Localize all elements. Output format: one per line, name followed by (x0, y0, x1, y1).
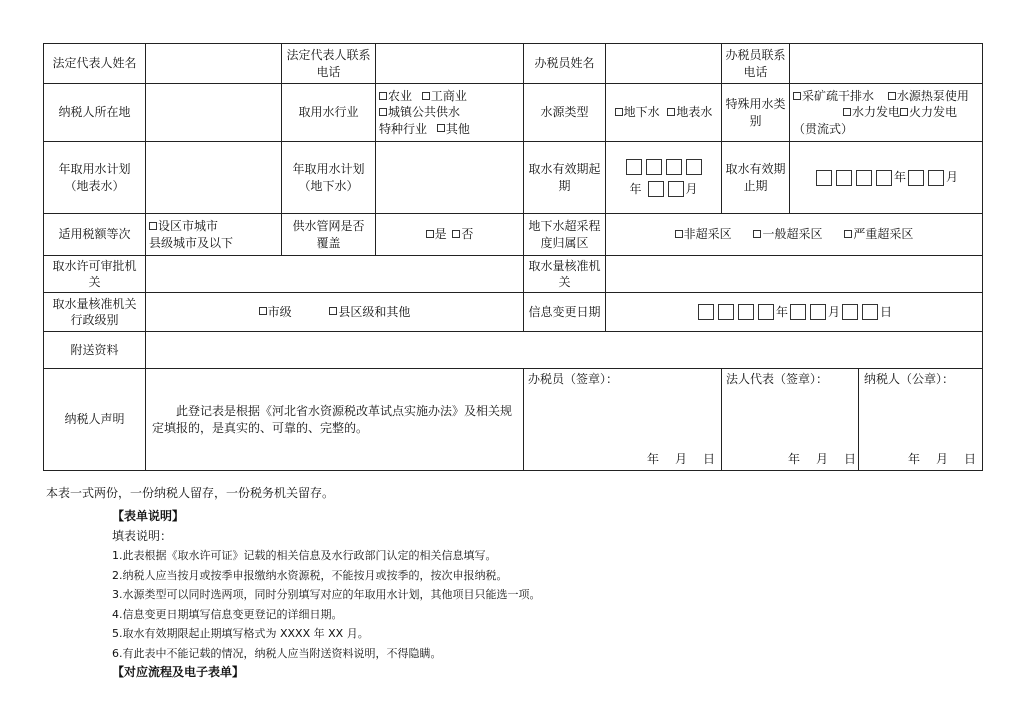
option-yes: 是 (434, 227, 447, 242)
checkbox-icon[interactable] (422, 92, 430, 100)
valid-end-date (790, 142, 983, 214)
declaration-statement: 此登记表是根据《河北省水资源税改革试点实施办法》及相关规定填报的，是真实的、可靠的、完整的。 (152, 404, 513, 435)
declaration-label: 纳税人声明 (44, 369, 146, 471)
form-notes (112, 507, 541, 683)
taxpayer-seal-label: 纳税人（公章）： (864, 372, 955, 386)
checkbox-icon[interactable] (329, 307, 337, 315)
approval-authority-label: 取水量核准机关 (524, 256, 606, 293)
change-date-label: 信息变更日期 (524, 293, 606, 332)
year-unit: 年 (788, 451, 801, 466)
note-item: 2.纳税人应当按月或按季申报缴纳水资源税，不能按月或按季的，按次申报纳税。 (112, 568, 508, 582)
option-heat-pump: 水源热泵使用 (896, 89, 969, 104)
digit-box[interactable] (856, 170, 872, 186)
checkbox-icon[interactable] (615, 108, 623, 116)
notes-subheading: 填表说明： (112, 528, 173, 543)
year-unit: 年 (775, 304, 788, 319)
annual-plan-ground-label: 年取用水计划（地下水） (282, 142, 376, 214)
option-surface-water: 地表水 (676, 105, 713, 120)
option-thermal-power: 火力发电（贯流式） (793, 105, 958, 136)
checkbox-icon[interactable] (437, 124, 445, 132)
attachments-field[interactable] (146, 332, 983, 369)
legal-rep-name-label: 法定代表人姓名 (44, 44, 146, 84)
option-general-overdraft: 一般超采区 (762, 227, 823, 242)
digit-box[interactable] (758, 304, 774, 320)
legal-rep-signature[interactable] (722, 369, 983, 471)
digit-box[interactable] (908, 170, 924, 186)
digit-box[interactable] (928, 170, 944, 186)
checkbox-icon[interactable] (379, 108, 387, 116)
pipe-coverage-options (376, 214, 524, 256)
taxpayer-location-field[interactable] (146, 84, 282, 142)
option-agriculture: 农业 (388, 89, 413, 104)
digit-box[interactable] (876, 170, 892, 186)
overdraft-zone-options (606, 214, 983, 256)
legal-rep-signature-label: 法人代表（签章）： (726, 372, 829, 386)
month-unit: 月 (685, 181, 698, 196)
checkbox-icon[interactable] (888, 92, 896, 100)
digit-box[interactable] (686, 159, 702, 175)
digit-box[interactable] (842, 304, 858, 320)
option-severe-overdraft: 严重超采区 (853, 227, 914, 242)
option-city: 设区市城市 (158, 219, 219, 234)
legal-rep-name-field[interactable] (146, 44, 282, 84)
overdraft-zone-label: 地下水超采程度归属区 (524, 214, 606, 256)
day-unit: 日 (844, 451, 857, 466)
approval-authority-field[interactable] (606, 256, 983, 293)
year-unit: 年 (907, 451, 920, 466)
month-unit: 月 (816, 451, 829, 466)
taxpayer-location-label: 纳税人所在地 (44, 84, 146, 142)
note-item: 5.取水有效期限起止期填写格式为 XXXX 年 XX 月。 (112, 627, 369, 640)
year-unit: 年 (893, 170, 906, 185)
water-source-options (606, 84, 722, 142)
option-mine-drainage: 采矿疏干排水 (802, 89, 875, 104)
change-date-field (606, 293, 983, 332)
valid-start-label: 取水有效期起期 (524, 142, 606, 214)
notes-footer: 【对应流程及电子表单】 (112, 665, 245, 679)
digit-box[interactable] (666, 159, 682, 175)
valid-start-date (606, 142, 722, 214)
declaration-text (146, 369, 524, 471)
month-unit: 月 (827, 304, 840, 319)
option-special-industry: 特种行业 (379, 121, 428, 136)
month-unit: 月 (674, 451, 687, 466)
valid-end-label: 取水有效期止期 (722, 142, 790, 214)
option-hydropower: 水力发电 (852, 105, 901, 120)
month-unit: 月 (946, 170, 959, 185)
option-city-level: 市级 (267, 304, 292, 319)
water-industry-options (376, 84, 524, 142)
day-unit: 日 (963, 451, 976, 466)
checkbox-icon[interactable] (667, 108, 675, 116)
checkbox-icon[interactable] (379, 92, 387, 100)
checkbox-icon[interactable] (452, 230, 460, 238)
special-use-label: 特殊用水类别 (722, 84, 790, 142)
checkbox-icon[interactable] (900, 108, 908, 116)
pipe-coverage-label: 供水管网是否 覆盖 (282, 214, 376, 256)
note-item: 1.此表根据《取水许可证》记载的相关信息及水行政部门认定的相关信息填写。 (112, 549, 497, 562)
authority-level-options (146, 293, 524, 332)
checkbox-icon[interactable] (149, 222, 157, 230)
option-other: 其他 (445, 121, 470, 136)
year-unit: 年 (629, 181, 642, 196)
permit-authority-label: 取水许可审批机关 (44, 256, 146, 293)
digit-box[interactable] (816, 170, 832, 186)
day-unit: 日 (880, 304, 893, 319)
checkbox-icon[interactable] (675, 230, 683, 238)
digit-box[interactable] (698, 304, 714, 320)
checkbox-icon[interactable] (793, 92, 801, 100)
note-item: 6.有此表中不能记载的情况，纳税人应当附送资料说明，不得隐瞒。 (112, 646, 442, 660)
option-groundwater: 地下水 (623, 105, 660, 120)
annual-plan-surface-label: 年取用水计划（地表水） (44, 142, 146, 214)
note-item: 3.水源类型可以同时选两项，同时分别填写对应的年取用水计划，其他项目只能选一项。 (112, 588, 541, 601)
digit-box[interactable] (738, 304, 754, 320)
digit-box[interactable] (626, 159, 642, 175)
option-urban-supply: 城镇公共供水 (388, 105, 461, 120)
digit-box[interactable] (790, 304, 806, 320)
digit-box[interactable] (668, 181, 684, 197)
tax-tier-options (146, 214, 282, 256)
attachments-label: 附送资料 (44, 332, 146, 369)
tax-clerk-name-field[interactable] (606, 44, 722, 84)
tax-clerk-signature[interactable] (524, 369, 722, 471)
digit-box[interactable] (718, 304, 734, 320)
tax-clerk-name-label: 办税员姓名 (524, 44, 606, 84)
digit-box[interactable] (810, 304, 826, 320)
notes-heading: 【表单说明】 (112, 509, 185, 523)
checkbox-icon[interactable] (844, 230, 852, 238)
digit-box[interactable] (646, 159, 662, 175)
permit-authority-field[interactable] (146, 256, 524, 293)
authority-level-label: 取水量核准机关行政级别 (44, 293, 146, 332)
tax-clerk-phone-field[interactable] (790, 44, 983, 84)
option-no: 否 (461, 227, 474, 242)
checkbox-icon[interactable] (753, 230, 761, 238)
water-industry-label: 取用水行业 (282, 84, 376, 142)
digit-box[interactable] (648, 181, 664, 197)
option-county-level: 县区级和其他 (338, 304, 411, 319)
tax-tier-label: 适用税额等次 (44, 214, 146, 256)
checkbox-icon[interactable] (259, 307, 267, 315)
checkbox-icon[interactable] (843, 108, 851, 116)
digit-box[interactable] (862, 304, 878, 320)
form-footnote: 本表一式两份，一份纳税人留存，一份税务机关留存。 (46, 486, 335, 500)
year-unit: 年 (646, 451, 659, 466)
tax-clerk-signature-label: 办税员（签章）： (528, 372, 619, 386)
water-source-label: 水源类型 (524, 84, 606, 142)
day-unit: 日 (702, 451, 715, 466)
special-use-options (790, 84, 983, 142)
option-county: 县级城市及以下 (149, 235, 234, 250)
digit-box[interactable] (836, 170, 852, 186)
annual-plan-ground-field[interactable] (376, 142, 524, 214)
tax-clerk-phone-label: 办税员联系电话 (722, 44, 790, 84)
legal-rep-phone-label: 法定代表人联系电话 (282, 44, 376, 84)
option-non-overdraft: 非超采区 (683, 227, 732, 242)
legal-rep-phone-field[interactable] (376, 44, 524, 84)
note-item: 4.信息变更日期填写信息变更登记的详细日期。 (112, 607, 343, 621)
registration-form-table (43, 43, 983, 471)
annual-plan-surface-field[interactable] (146, 142, 282, 214)
option-industry-commerce: 工商业 (430, 89, 467, 104)
checkbox-icon[interactable] (426, 230, 434, 238)
month-unit: 月 (935, 451, 948, 466)
